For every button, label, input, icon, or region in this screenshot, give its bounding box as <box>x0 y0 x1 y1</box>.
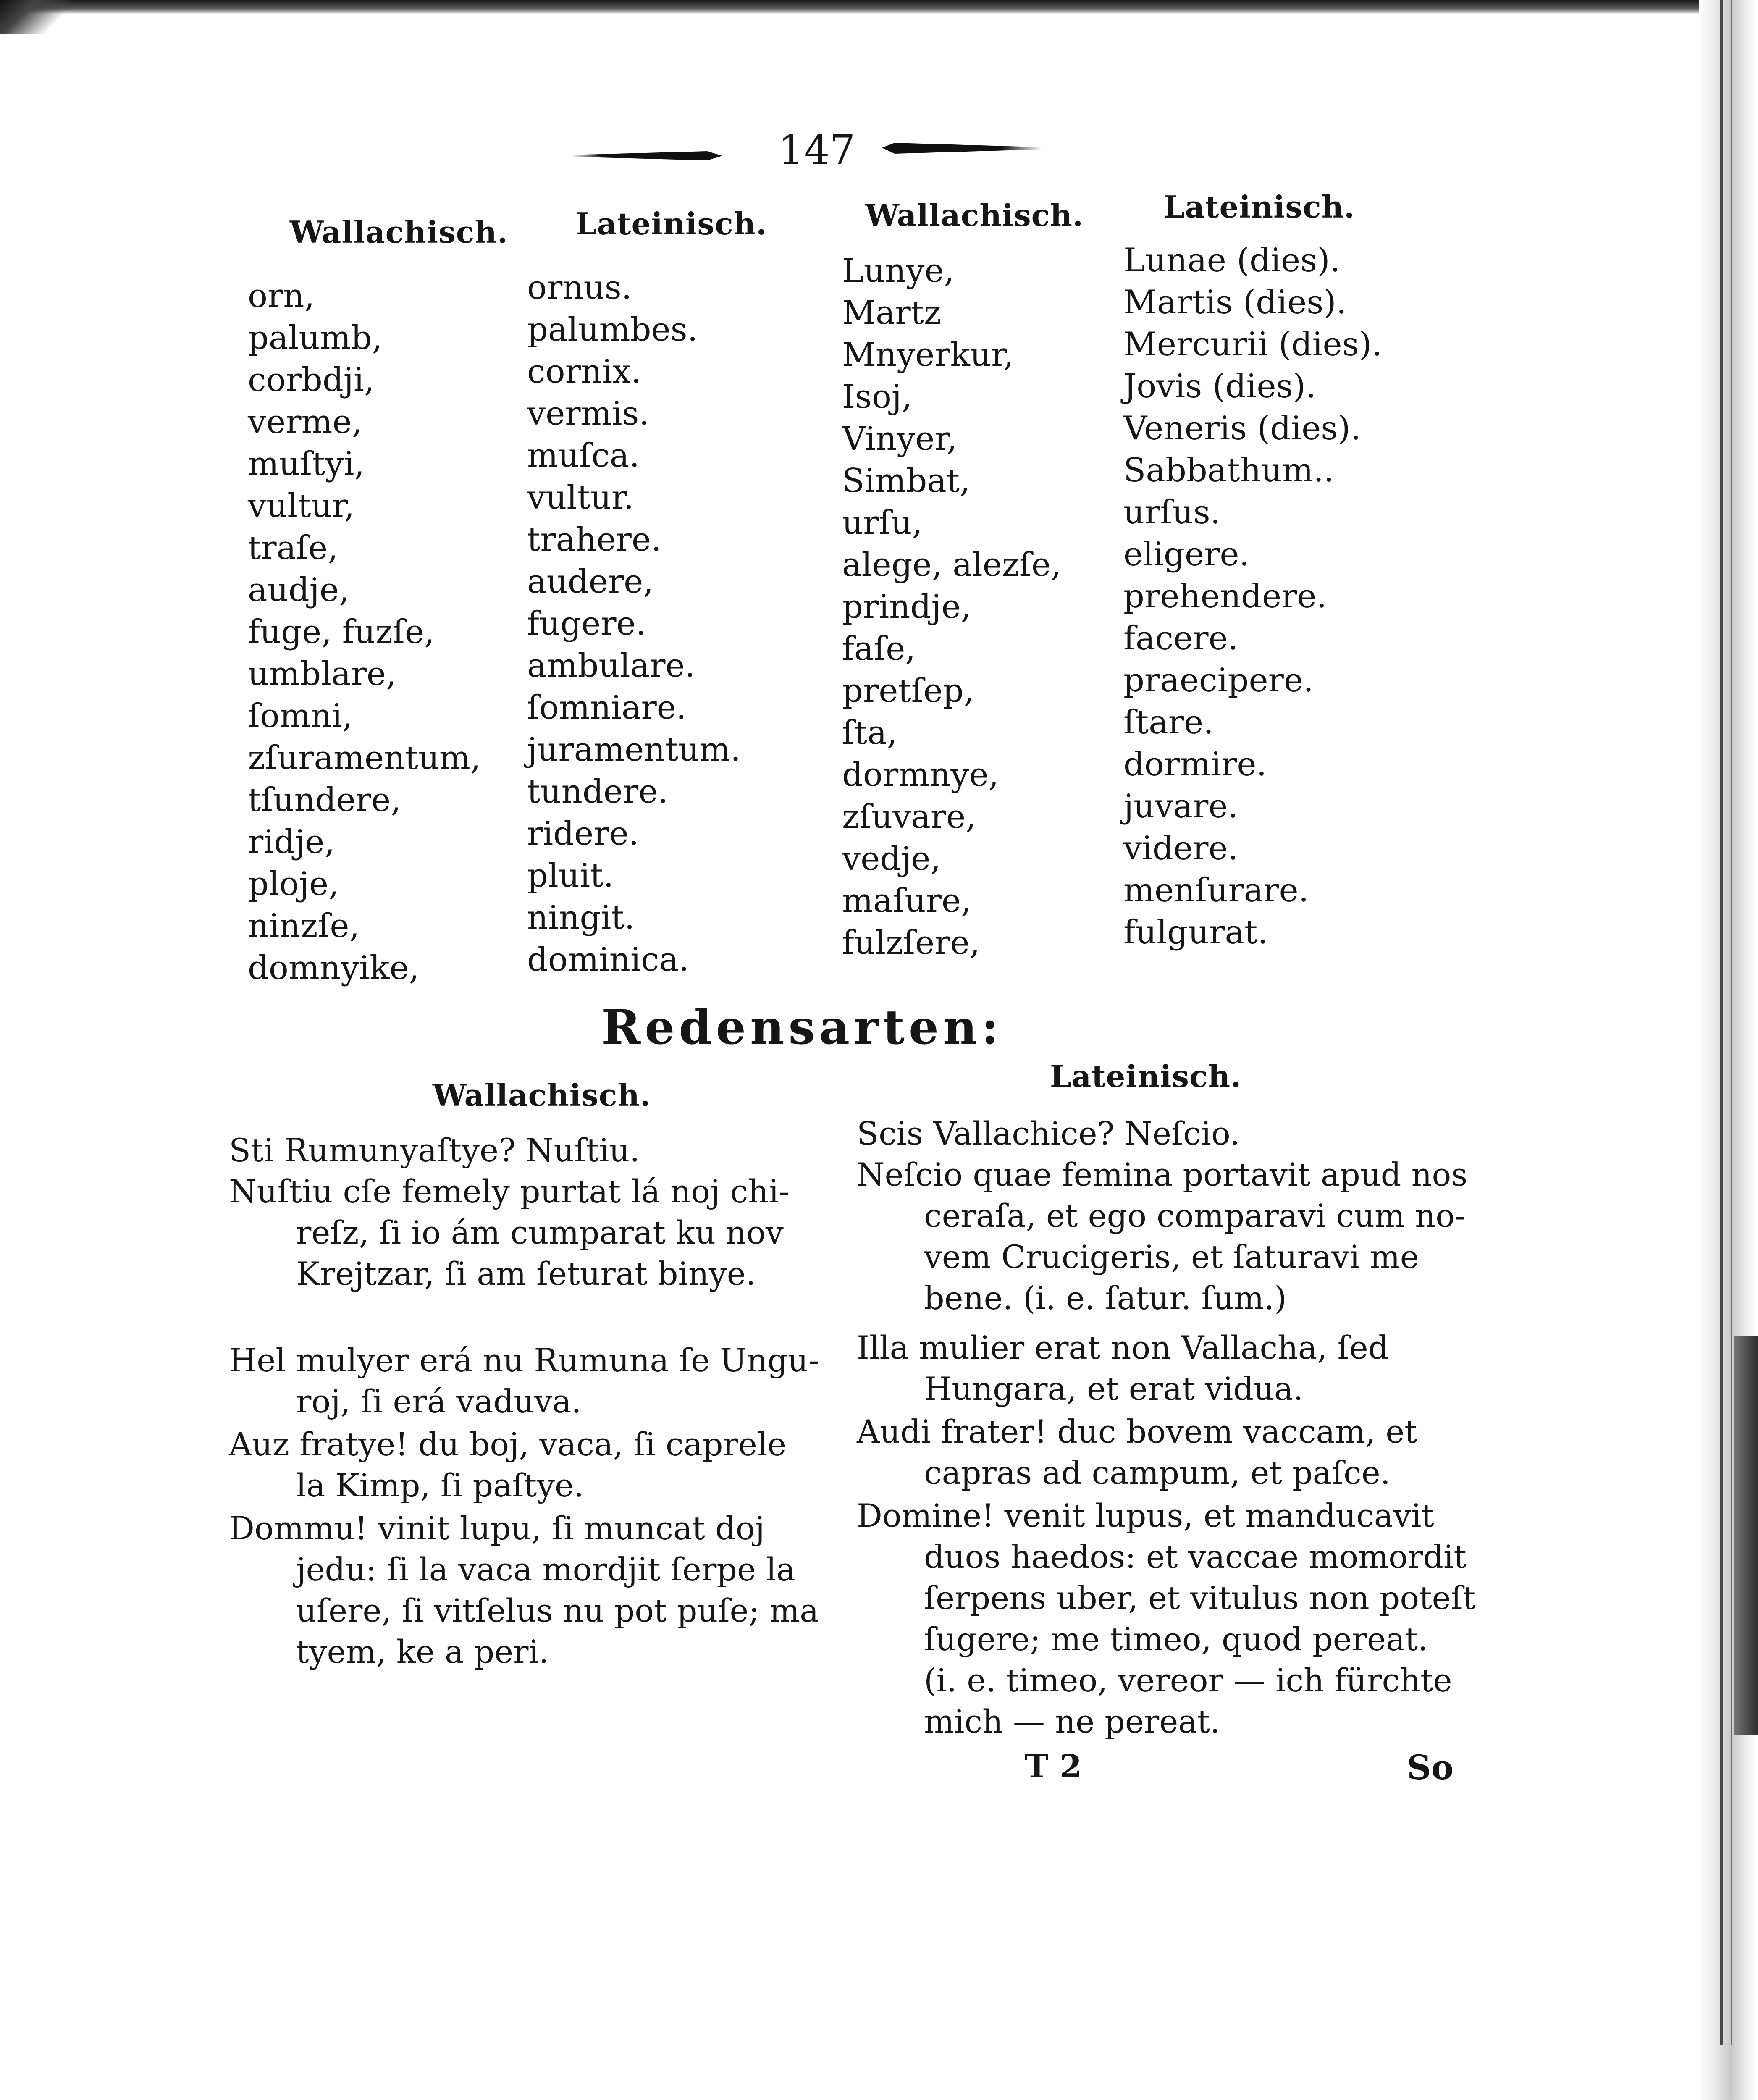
vocab-word: zſuramentum, <box>248 739 481 777</box>
phrase-line: Nuſtiu cſe femely purtat lá noj chi- <box>229 1173 790 1210</box>
vocab-word: eligere. <box>1123 536 1250 573</box>
vocab-word: ningit. <box>527 899 635 937</box>
vocab-word: alege, alezſe, <box>842 546 1061 584</box>
vocab-word: prindje, <box>842 588 971 626</box>
vocab-word: muſtyi, <box>248 445 365 483</box>
vocab-word: ninzſe, <box>248 907 360 945</box>
phrase-entry <box>857 1154 1467 1319</box>
vocab-word: tundere. <box>527 773 669 811</box>
phrases-wallachisch-heading: Wallachisch. <box>433 1077 651 1113</box>
vocab-word: Vinyer, <box>842 420 957 458</box>
vocab-word: orn, <box>248 277 315 315</box>
vocab-left-wallachisch-heading: Wallachisch. <box>290 214 508 250</box>
book-gutter <box>1699 0 1758 2100</box>
vocab-word: maſure, <box>842 882 971 920</box>
vocab-word: vermis. <box>527 395 650 433</box>
phrase-line: Neſcio quae femina portavit apud nos <box>857 1156 1468 1193</box>
page-corner-shadow <box>0 0 71 34</box>
catchword: So <box>1407 1748 1454 1787</box>
phrase-line: Domine! venit lupus, et manducavit <box>857 1497 1434 1534</box>
vocab-word: prehendere. <box>1123 578 1327 615</box>
vocab-word: praecipere. <box>1123 662 1314 699</box>
vocab-word: juramentum. <box>527 731 741 769</box>
vocab-word: faſe, <box>842 630 916 668</box>
vocab-word: vultur, <box>248 487 355 525</box>
vocab-word: Lunae (dies). <box>1123 242 1341 279</box>
page-header <box>571 126 1046 193</box>
vocab-word: trahere. <box>527 521 661 559</box>
phrase-entry <box>229 1340 819 1422</box>
vocab-word: urſus. <box>1123 494 1221 531</box>
vocab-word: Veneris (dies). <box>1123 410 1361 447</box>
vocab-word: pluit. <box>527 857 614 895</box>
vocab-word: audje, <box>248 571 349 609</box>
phrase-line: tyem, ke a peri. <box>296 1633 549 1670</box>
vocab-word: vultur. <box>527 479 634 517</box>
vocab-right-wallachisch-heading: Wallachisch. <box>865 197 1084 233</box>
vocab-word: corbdji, <box>248 361 375 399</box>
phrase-line: (i. e. timeo, vereor — ich fürchte <box>924 1662 1452 1699</box>
phrase-line: uſere, ſi vitſelus nu pot puſe; ma <box>296 1592 819 1629</box>
vocab-word: Simbat, <box>842 462 970 500</box>
phrase-entry <box>857 1411 1417 1494</box>
phrase-entry <box>857 1327 1388 1410</box>
vocab-word: facere. <box>1123 620 1238 657</box>
vocab-word: videre. <box>1123 830 1238 867</box>
vocab-word: pretſep, <box>842 672 974 710</box>
vocab-word: ſomni, <box>248 697 353 735</box>
vocab-word: umblare, <box>248 655 396 693</box>
phrase-line: bene. (i. e. ſatur. ſum.) <box>924 1279 1287 1317</box>
header-rule-left <box>571 151 722 160</box>
vocab-word: Jovis (dies). <box>1123 368 1316 405</box>
vocab-word: palumb, <box>248 319 383 357</box>
vocab-left-lateinisch-heading: Lateinisch. <box>575 206 767 242</box>
vocab-word: domnyike, <box>248 949 420 987</box>
vocab-word: fulzſere, <box>842 924 980 962</box>
vocab-right-lateinisch-list <box>1123 239 1382 953</box>
vocab-word: fulgurat. <box>1123 914 1268 951</box>
vocab-word: Martis (dies). <box>1123 284 1347 321</box>
header-rule-right <box>882 143 1042 154</box>
phrase-entry <box>229 1508 819 1672</box>
vocab-word: Lunye, <box>842 252 955 290</box>
page-top-edge <box>0 0 1713 14</box>
phrase-line: jedu: ſi la vaca mordjit ſerpe la <box>296 1551 795 1588</box>
gutter-shadow <box>1734 1336 1758 1735</box>
phrase-entry <box>857 1113 1240 1154</box>
phrase-line: Krejtzar, ſi am ſeturat binye. <box>296 1255 756 1292</box>
vocab-word: ridje, <box>248 823 335 861</box>
vocab-word: verme, <box>248 403 362 441</box>
phrase-line: Dommu! vinit lupu, ſi muncat doj <box>229 1509 765 1547</box>
vocab-word: zſuvare, <box>842 798 976 836</box>
vocab-word: urſu, <box>842 504 923 542</box>
vocab-word: ambulare. <box>527 647 695 685</box>
vocab-word: vedje, <box>842 840 941 878</box>
vocab-word: traſe, <box>248 529 338 567</box>
vocab-word: Sabbathum.. <box>1123 452 1334 489</box>
vocab-word: cornix. <box>527 353 641 391</box>
phrase-line: Auz fratye! du boj, vaca, ſi caprele <box>229 1425 787 1463</box>
vocab-word: ſta, <box>842 714 897 752</box>
phrase-line: vem Crucigeris, et ſaturavi me <box>924 1238 1419 1276</box>
vocab-right-lateinisch-heading: Lateinisch. <box>1163 189 1355 225</box>
phrase-line: ceraſa, et ego comparavi cum no- <box>924 1197 1466 1234</box>
vocab-word: Isoj, <box>842 378 912 416</box>
vocab-left-lateinisch-list <box>527 267 741 981</box>
vocab-word: ornus. <box>527 269 632 307</box>
vocab-word: fugere. <box>527 605 646 643</box>
phrase-line: Hungara, et erat vidua. <box>924 1370 1304 1407</box>
phrase-line: mich — ne pereat. <box>924 1703 1220 1740</box>
phrase-line: Audi frater! duc bovem vaccam, et <box>857 1413 1417 1450</box>
phrase-line: Illa mulier erat non Vallacha, ſed <box>857 1329 1389 1366</box>
vocab-word: ploje, <box>248 865 339 903</box>
phrase-line: Sti Rumunyaſtye? Nuſtiu. <box>229 1131 640 1169</box>
vocab-left-wallachisch-list <box>248 275 481 989</box>
vocab-word: ſtare. <box>1123 704 1214 741</box>
phrases-lateinisch-heading: Lateinisch. <box>1050 1058 1242 1094</box>
vocab-word: ſomniare. <box>527 689 687 727</box>
phrase-line: ſerpens uber, et vitulus non poteſt <box>924 1579 1476 1617</box>
phrase-line: Scis Vallachice? Neſcio. <box>857 1115 1240 1152</box>
phrase-line: duos haedos: et vaccae momordit <box>924 1538 1467 1575</box>
phrase-line: roj, ſi erá vaduva. <box>296 1383 582 1420</box>
vocab-word: juvare. <box>1123 788 1238 825</box>
phrase-line: reſz, ſi io ám cumparat ku nov <box>296 1214 784 1251</box>
phrase-line: Hel mulyer erá nu Rumuna ſe Ungu- <box>229 1341 819 1379</box>
vocab-word: dormire. <box>1123 746 1267 783</box>
phrase-line: la Kimp, ſi paſtye. <box>296 1467 584 1504</box>
phrase-line: capras ad campum, et paſce. <box>924 1454 1391 1491</box>
gutter-edge-line-inner <box>1731 0 1732 2045</box>
phrase-entry <box>229 1130 640 1171</box>
signature-mark: T 2 <box>1025 1748 1082 1785</box>
vocab-word: menſurare. <box>1123 872 1309 909</box>
vocab-word: Mercurii (dies). <box>1123 326 1382 363</box>
vocab-word: Mnyerkur, <box>842 336 1014 374</box>
vocab-word: tſundere, <box>248 781 401 819</box>
vocab-word: fuge, fuzſe, <box>248 613 435 651</box>
vocab-word: dominica. <box>527 941 689 979</box>
section-title: Redensarten: <box>601 1000 1003 1055</box>
phrase-entry <box>857 1495 1475 1742</box>
vocab-word: dormnye, <box>842 756 999 794</box>
vocab-word: ridere. <box>527 815 639 853</box>
vocab-word: muſca. <box>527 437 640 475</box>
vocab-word: Martz <box>842 294 942 332</box>
phrase-line: ſugere; me timeo, quod pereat. <box>924 1620 1428 1658</box>
vocab-word: palumbes. <box>527 311 698 349</box>
phrase-entry <box>229 1424 786 1506</box>
vocab-right-wallachisch-list <box>842 250 1061 964</box>
phrase-entry <box>229 1171 790 1294</box>
gutter-edge-line <box>1720 0 1723 2045</box>
page-number: 147 <box>778 126 855 173</box>
vocab-word: audere, <box>527 563 654 601</box>
